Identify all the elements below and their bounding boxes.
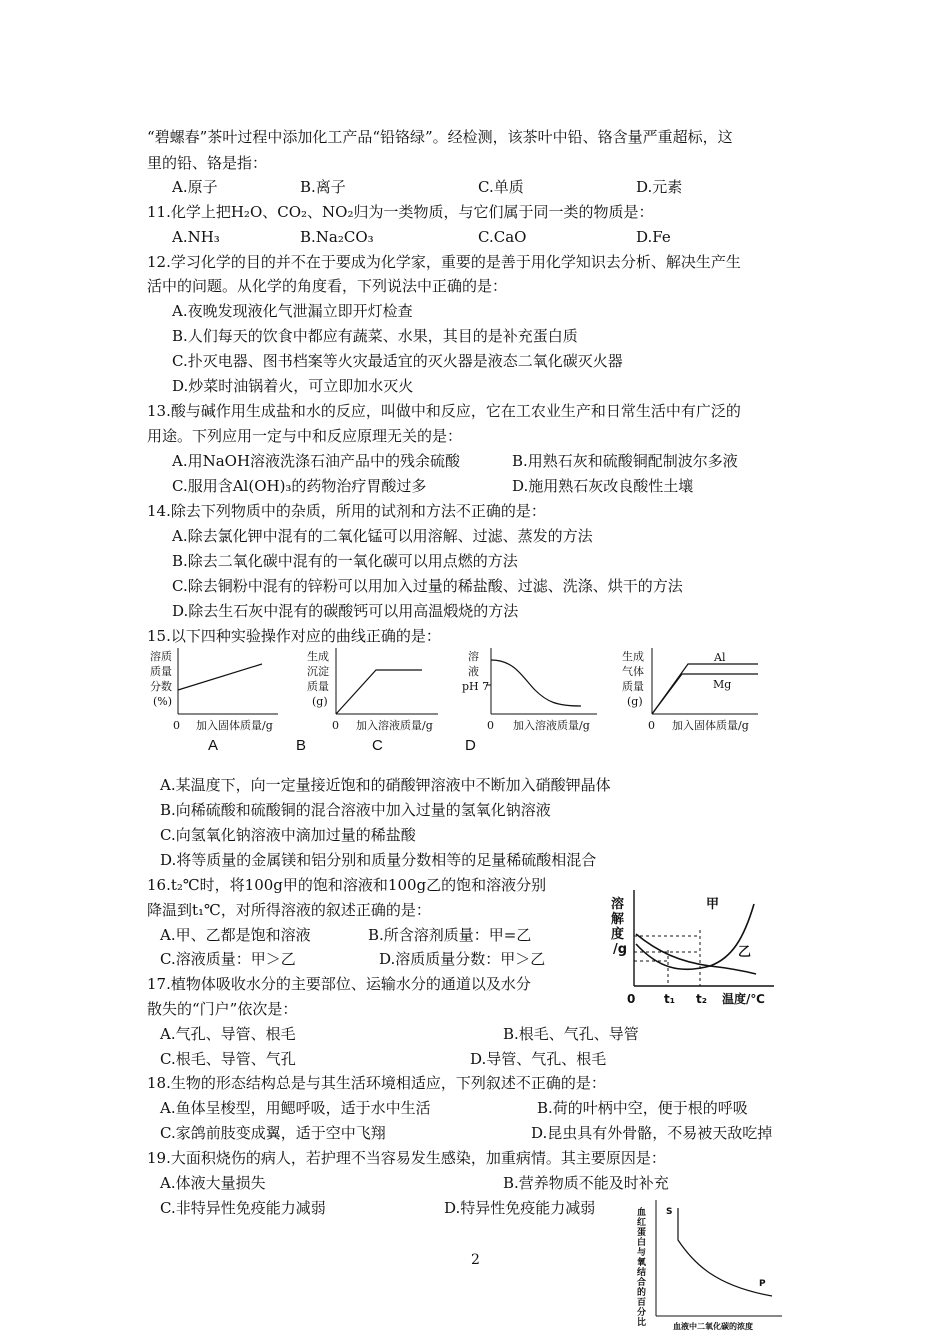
graph-b-ylabel-2: 沉淀 — [307, 665, 329, 678]
q12-option-b: B.人们每天的饮食中都应有蔬菜、水果，其目的是补充蛋白质 — [172, 327, 578, 345]
q16-graph-ylabel-1: 溶 — [611, 897, 625, 912]
graph-c-origin: 0 — [487, 719, 494, 732]
q15-option-b: B.向稀硫酸和硫酸铜的混合溶液中加入过量的氢氧化钠溶液 — [160, 801, 551, 819]
q16-option-a: A.甲、乙都是饱和溶液 — [160, 926, 311, 944]
q18-option-b: B.荷的叶柄中空，便于根的呼吸 — [537, 1099, 748, 1117]
q16-graph-origin: 0 — [627, 992, 636, 1006]
q16-graph-ylabel-2: 解 — [611, 912, 625, 927]
q10-option-b: B.离子 — [300, 178, 346, 196]
q19-stem: 19.大面积烧伤的病人，若护理不当容易发生感染，加重病情。其主要原因是： — [147, 1149, 666, 1167]
q16-graph-ylabel-4: /g — [613, 942, 628, 957]
graph-a-ylabel-2: 质量 — [150, 665, 172, 678]
q18-stem: 18.生物的形态结构总是与其生活环境相适应，下列叙述不正确的是： — [147, 1074, 606, 1092]
q18-option-c: C.家鸽前肢变成翼，适于空中飞翔 — [160, 1124, 386, 1142]
graph-c-xlabel: 加入溶液质量/g — [513, 719, 590, 732]
graph-b-origin: 0 — [332, 719, 339, 732]
q13-option-d: D.施用熟石灰改良酸性土壤 — [512, 477, 694, 495]
q11-option-b: B.Na₂CO₃ — [300, 228, 374, 246]
q14-option-c: C.除去铜粉中混有的锌粉可以用加入过量的稀盐酸、过滤、洗涤、烘干的方法 — [172, 577, 683, 595]
q17-option-c: C.根毛、导管、气孔 — [160, 1050, 296, 1068]
graph-d-plot — [646, 648, 761, 718]
graph-b-ylabel-1: 生成 — [307, 650, 329, 663]
graph-d-ylabel-4: (g) — [627, 695, 643, 708]
graph-a-plot — [170, 648, 280, 718]
graph-c-ylabel-1: 溶 — [468, 650, 479, 663]
q18-option-d: D.昆虫具有外骨骼，不易被天敌吃掉 — [531, 1124, 773, 1142]
q11-option-a: A.NH₃ — [172, 228, 220, 246]
q18-option-a: A.鱼体呈梭型，用鳃呼吸，适于水中生活 — [160, 1099, 431, 1117]
q10-stem-line2: 里的铅、铬是指： — [147, 154, 268, 172]
q14-stem: 14.除去下列物质中的杂质，所用的试剂和方法不正确的是： — [147, 502, 546, 520]
graph-d-ylabel-1: 生成 — [622, 650, 644, 663]
graph-c-ylabel-3: pH 7 — [462, 680, 490, 693]
graph-a-origin: 0 — [173, 719, 180, 732]
q16-graph-curve-jia: 甲 — [706, 897, 720, 912]
graph-a-ylabel-4: (%) — [153, 695, 173, 708]
page-number: 2 — [471, 1252, 480, 1268]
q12-stem-line2: 活中的问题。从化学的角度看，下列说法中正确的是： — [147, 277, 508, 295]
graph-d-xlabel: 加入固体质量/g — [672, 719, 749, 732]
q19-graph-xlabel: 血液中二氧化碳的浓度 — [673, 1322, 753, 1331]
q17-stem-line1: 17.植物体吸收水分的主要部位、运输水分的通道以及水分 — [147, 975, 531, 993]
q17-stem-line2: 散失的“门户”依次是： — [147, 1000, 298, 1018]
q14-option-a: A.除去氯化钾中混有的二氧化锰可以用溶解、过滤、蒸发的方法 — [172, 527, 593, 545]
q11-stem: 11.化学上把H₂O、CO₂、NO₂归为一类物质，与它们属于同一类的物质是： — [147, 203, 654, 221]
q15-option-d: D.将等质量的金属镁和铝分别和质量分数相等的足量稀硫酸相混合 — [160, 851, 597, 869]
q12-stem-line1: 12.学习化学的目的并不在于要成为化学家，重要的是善于用化学知识去分析、解决生产生 — [147, 253, 741, 271]
q16-option-b: B.所含溶剂质量：甲=乙 — [368, 926, 532, 944]
q15-letter-b: B — [296, 737, 307, 754]
graph-a-ylabel-1: 溶质 — [150, 650, 172, 663]
q13-stem-line2: 用途。下列应用一定与中和反应原理无关的是： — [147, 427, 463, 445]
graph-b-ylabel-4: (g) — [312, 695, 328, 708]
q10-option-c: C.单质 — [478, 178, 524, 196]
q16-graph-xlabel: 温度/℃ — [722, 992, 765, 1006]
q19-option-a: A.体液大量损失 — [160, 1174, 266, 1192]
q15-option-c: C.向氢氧化钠溶液中滴加过量的稀盐酸 — [160, 826, 416, 844]
q16-option-c: C.溶液质量：甲＞乙 — [160, 950, 296, 968]
graph-d-label-mg: Mg — [713, 678, 732, 691]
q16-graph-ylabel-3: 度 — [611, 927, 625, 942]
q12-option-c: C.扑灭电器、图书档案等火灾最适宜的灭火器是液态二氧化碳灭火器 — [172, 352, 623, 370]
graph-d-ylabel-2: 气体 — [622, 665, 644, 678]
q16-graph-curve-yi: 乙 — [738, 945, 752, 960]
graph-a-ylabel-3: 分数 — [150, 680, 172, 693]
graph-b-xlabel: 加入溶液质量/g — [356, 719, 433, 732]
q12-option-d: D.炒菜时油锅着火，可立即加水灭火 — [172, 377, 414, 395]
q19-graph-s-label: S — [666, 1207, 673, 1217]
q16-option-d: D.溶质质量分数：甲＞乙 — [379, 950, 546, 968]
q16-stem-line1: 16.t₂℃时，将100g甲的饱和溶液和100g乙的饱和溶液分别 — [147, 876, 547, 894]
q19-option-b: B.营养物质不能及时补充 — [503, 1174, 669, 1192]
q14-option-b: B.除去二氧化碳中混有的一氧化碳可以用点燃的方法 — [172, 552, 518, 570]
q13-option-a: A.用NaOH溶液洗涤石油产品中的残余硫酸 — [172, 452, 461, 470]
q19-option-c: C.非特异性免疫能力减弱 — [160, 1199, 326, 1217]
graph-c-ylabel-2: 液 — [468, 665, 479, 678]
graph-b-ylabel-3: 质量 — [307, 680, 329, 693]
graph-a-xlabel: 加入固体质量/g — [196, 719, 273, 732]
graph-b-plot — [330, 648, 440, 718]
q13-option-b: B.用熟石灰和硫酸铜配制波尔多液 — [512, 452, 738, 470]
q16-graph-plot — [628, 890, 778, 995]
q10-option-a: A.原子 — [172, 178, 218, 196]
q15-letter-c: C — [372, 737, 383, 754]
q15-letter-d: D — [465, 737, 476, 754]
q19-graph-ylabel: 血红蛋白与氧结合的百分比 — [637, 1208, 647, 1328]
graph-d-ylabel-3: 质量 — [622, 680, 644, 693]
q13-stem-line1: 13.酸与碱作用生成盐和水的反应，叫做中和反应，它在工农业生产和日常生活中有广泛的 — [147, 402, 741, 420]
q17-option-b: B.根毛、气孔、导管 — [503, 1025, 639, 1043]
q11-option-c: C.CaO — [478, 228, 527, 246]
q10-stem-line1: “碧螺春”茶叶过程中添加化工产品“铅铬绿”。经检测，该茶叶中铅、铬含量严重超标，这 — [147, 128, 733, 146]
q16-graph-t2: t₂ — [696, 992, 707, 1006]
graph-c-plot — [485, 648, 600, 718]
q10-option-d: D.元素 — [636, 178, 683, 196]
q14-option-d: D.除去生石灰中混有的碳酸钙可以用高温煅烧的方法 — [172, 602, 519, 620]
q15-letter-a: A — [208, 737, 219, 754]
q15-stem: 15.以下四种实验操作对应的曲线正确的是： — [147, 627, 441, 645]
q17-option-d: D.导管、气孔、根毛 — [470, 1050, 607, 1068]
q17-option-a: A.气孔、导管、根毛 — [160, 1025, 296, 1043]
q12-option-a: A.夜晚发现液化气泄漏立即开灯检查 — [172, 302, 413, 320]
q19-option-d: D.特异性免疫能力减弱 — [444, 1199, 596, 1217]
q19-graph-p-label: P — [759, 1279, 766, 1289]
graph-d-label-al: Al — [714, 651, 726, 664]
q11-option-d: D.Fe — [636, 228, 671, 246]
q16-stem-line2: 降温到t₁℃，对所得溶液的叙述正确的是： — [147, 901, 431, 919]
q13-option-c: C.服用含Al(OH)₃的药物治疗胃酸过多 — [172, 477, 427, 495]
graph-d-origin: 0 — [648, 719, 655, 732]
q16-graph-t1: t₁ — [664, 992, 675, 1006]
q15-option-a: A.某温度下，向一定量接近饱和的硝酸钾溶液中不断加入硝酸钾晶体 — [160, 776, 611, 794]
